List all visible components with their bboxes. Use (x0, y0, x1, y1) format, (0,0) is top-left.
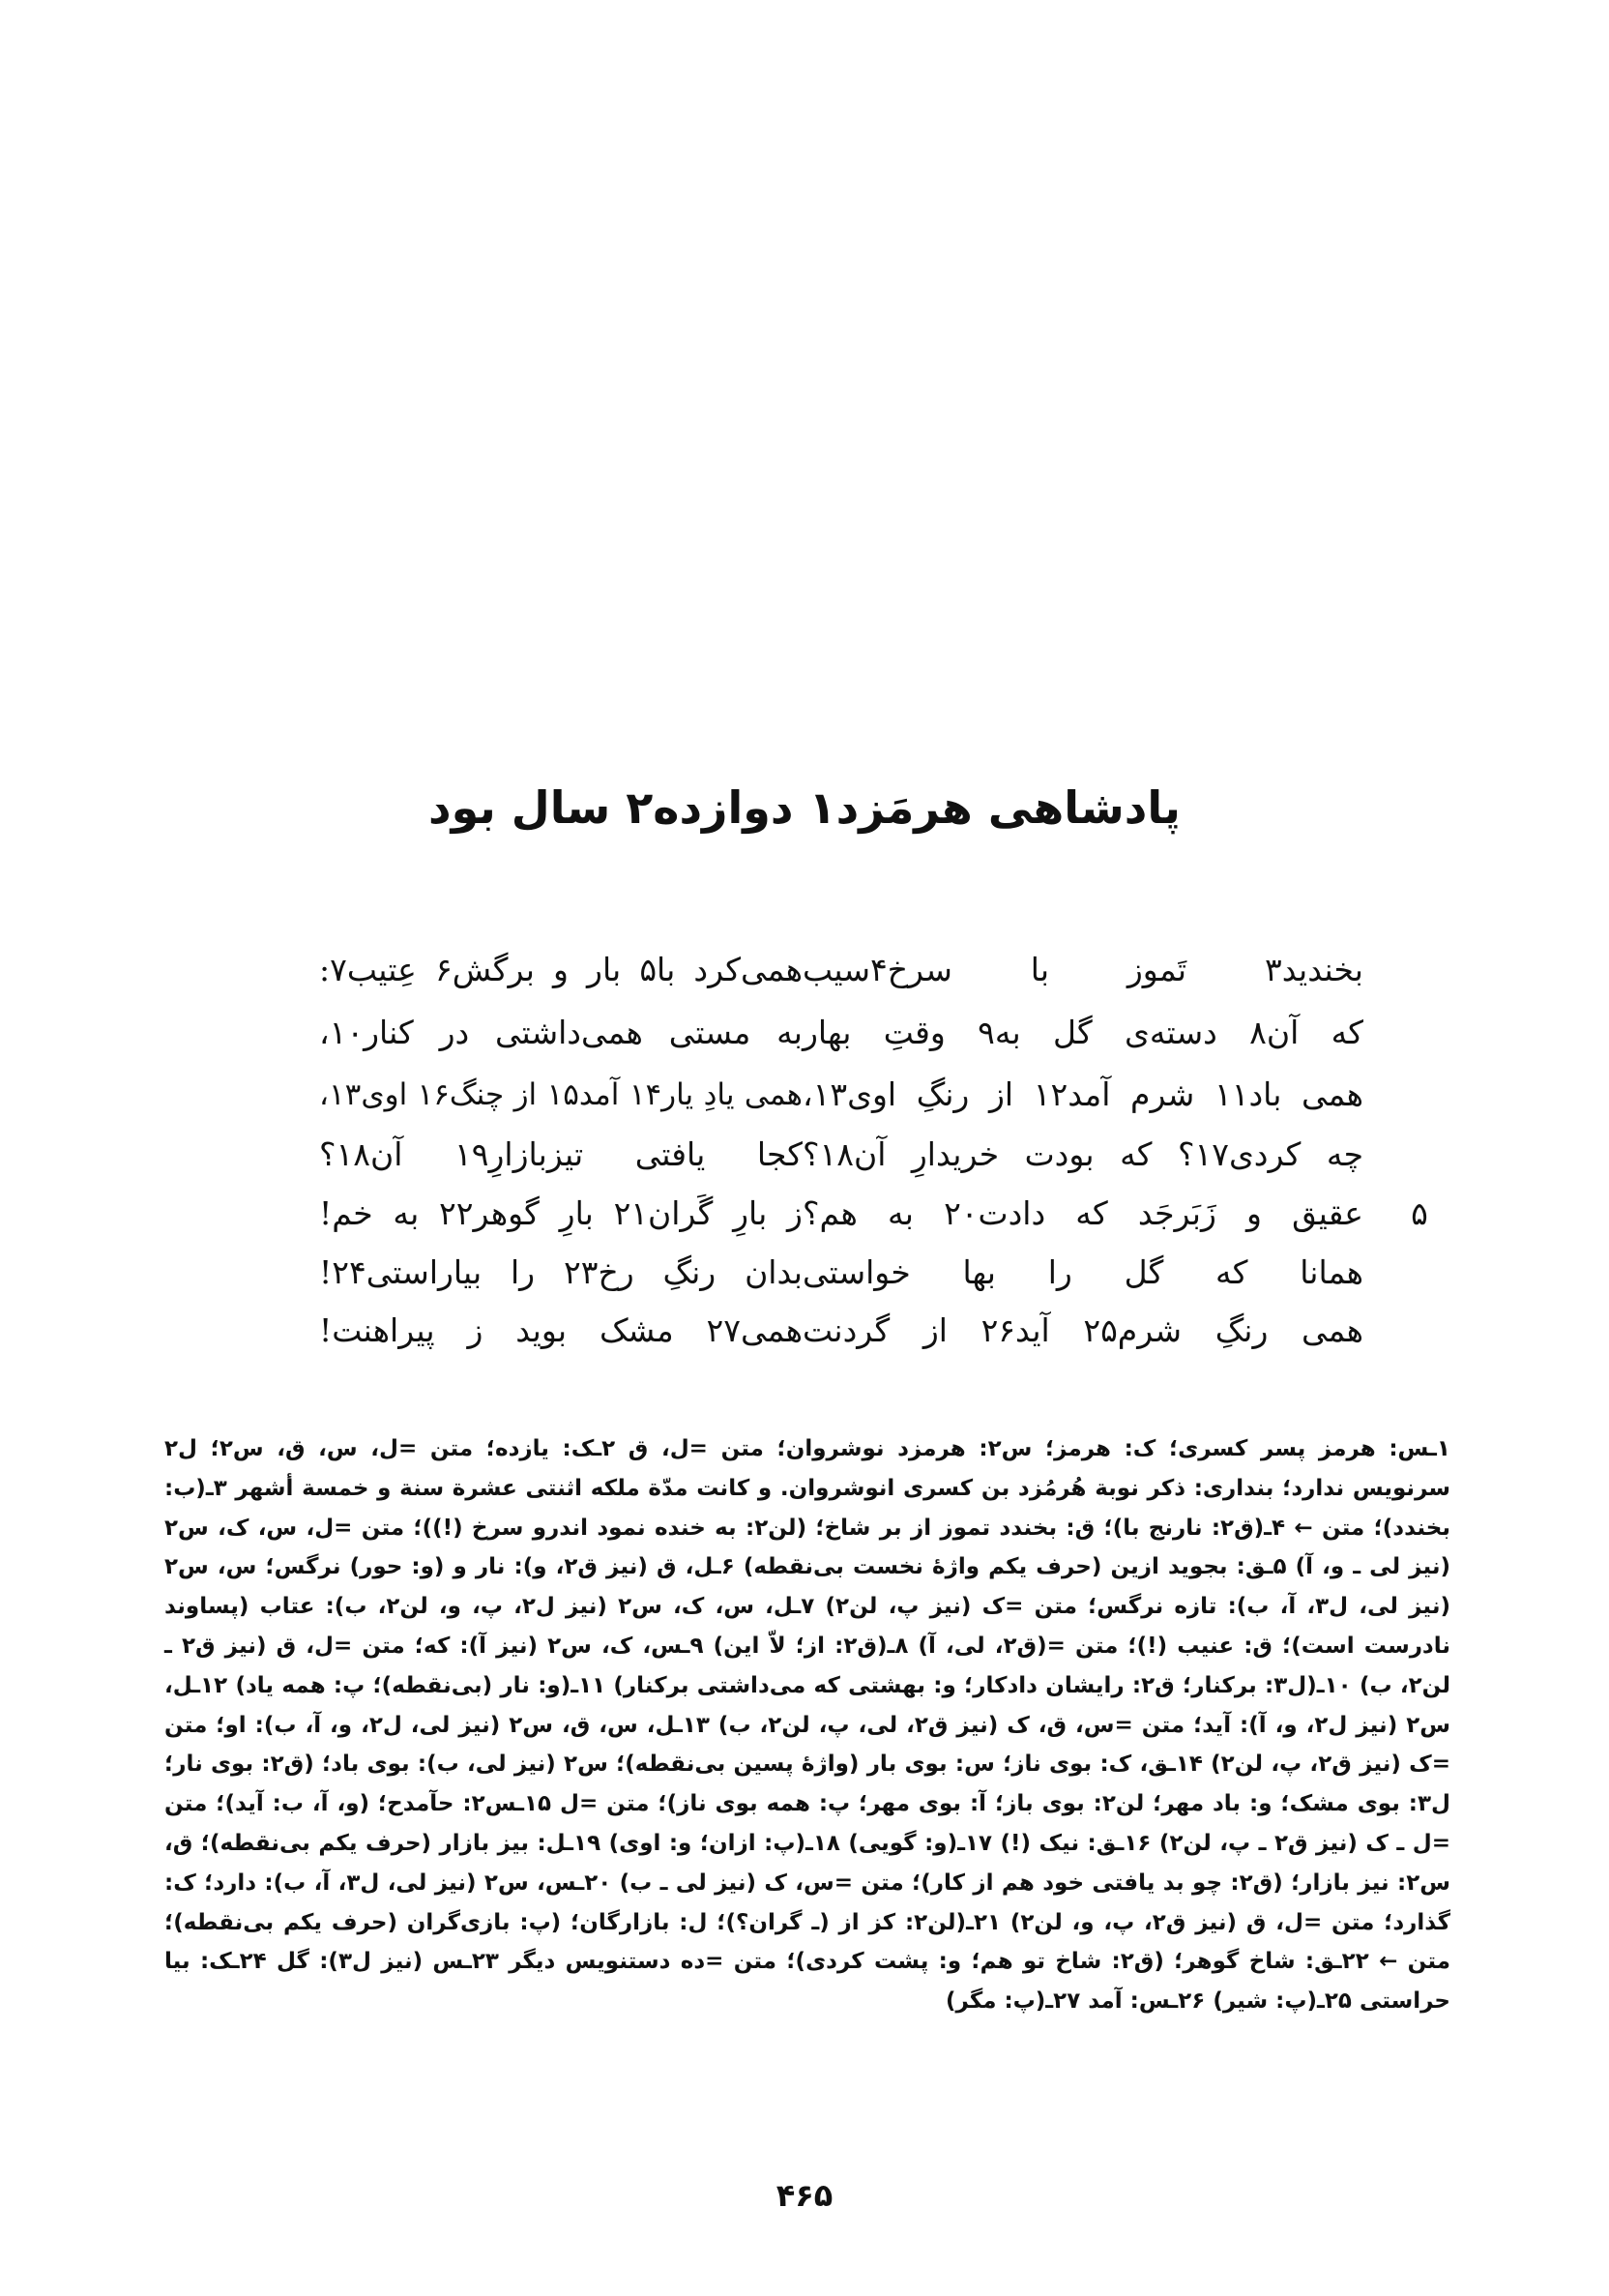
footnotes-text: ۱ـس: هرمز پسر کسری؛ ک: هرمز؛ س۲: هرمزد نوشروان؛ متن =ل، ق ۲ـک: یازده؛ متن =ل، س، ق، س۲؛ ل۲ سرنویس ندارد؛ بنداری: ذکر نوبة هُرمُزد بن کسری انوشروان. و کانت مدّة ملکه اثنتی عشرة سنة و خمسة أشهر ۳ـ(ب: بخندد)؛ متن ← ۴ـ(ق۲: نارنج با)؛ ق: بخندد تموز از بر شاخ؛ (لن۲: به خنده نمود اندرو سرخ (!))؛ متن =ل، س، ک، س۲ (نیز لی ـ و، آ) ۵ـق: بجوید ازین (حرف یکم واژهٔ نخست بی‌نقطه) ۶ـل، ق (نیز ق۲، و): نار و (و: حور) نرگس؛ س، س۲ (نیز لی، ل۳، آ، ب): تازه نرگس؛ متن =ک (نیز پ، لن۲) ۷ـل، س، ک، س۲ (نیز ل۲، پ، و، لن۲، ب): عتاب (پساوند نادرست است)؛ ق: عنیب (!)؛ متن =(ق۲، لی، آ) ۸ـ(ق۲: از؛ لاّ این) ۹ـس، ک، س۲ (نیز آ): که؛ متن =ل، ق (نیز ق۲ ـ لن۲، ب) ۱۰ـ(ل۳: برکنار؛ ق۲: رایشان دادکار؛ و: بهشتی که می‌داشتی برکنار) ۱۱ـ(و: نار (بی‌نقطه)؛ پ: همه یاد) ۱۲ـل، س۲ (نیز ل۲، و، آ): آید؛ متن =س، ق، ک (نیز ق۲، لی، پ، لن۲، ب) ۱۳ـل، س، ق، س۲ (نیز لی، ل۲، و، آ، ب): او؛ متن =ک (نیز ق۲، پ، لن۲) ۱۴ـق، ک: بوی ناز؛ س: بوی بار (واژهٔ پسین بی‌نقطه)؛ س۲ (نیز لی، ب): بوی باد؛ (ق۲: بوی نار؛ ل۳: بوی مشک؛ و: باد مهر؛ لن۲: بوی باز؛ آ: بوی مهر؛ پ: همه بوی ناز)؛ متن =ل ۱۵ـس۲: حآمدح؛ (و، آ، ب: آید)؛ متن =ل ـ ک (نیز ق۲ ـ پ، لن۲) ۱۶ـق: نیک (!) ۱۷ـ(و: گویی) ۱۸ـ(پ: ازان؛ و: اوی) ۱۹ـل: بیز بازار (حرف یکم بی‌نقطه)؛ ق، س۲: نیز بازار؛ (ق۲: چو بد یافتی خود هم از کار)؛ متن =س، ک (نیز لی ـ ب) ۲۰ـس، س۲ (نیز لی، ل۳، آ، ب): دارد؛ ک: گذارد؛ متن =ل، ق (نیز ق۲، پ، و، لن۲) ۲۱ـ(لن۲: کز از (ـ گران؟)؛ ل: بازارگان؛ (پ: بازی‌گران (حرف یکم بی‌نقطه)؛ متن ← ۲۲ـق: شاخ گوهر؛ (ق۲: شاخ تو هم؛ و: پشت کردی)؛ متن =ده دستنویس دیگر ۲۳ـس (نیز ل۳): گل ۲۴ـک: بیا حرا‌ستی ۲۵ـ(پ: شیر) ۲۶ـس: آمد ۲۷ـ(پ: مگر) (164, 1436, 1451, 2015)
verse-hemistich-left: همی‌کرد با۵ بار و برگش۶ عِتیب۷: (319, 951, 803, 988)
chapter-title: پادشاهی هرمَزد۱ دوازده۲ سال بود (428, 781, 1181, 834)
verse-hemistich-right: همی باد۱۱ شرم آمد۱۲ از رنگِ اوی۱۳، (803, 1075, 1364, 1113)
verse-hemistich-right: که آن۸ دسته‌ی گل به۹ وقتِ بهار (803, 1014, 1363, 1051)
verse-hemistich-left: همی۲۷ مشک بوید ز پیراهنت! (319, 1311, 803, 1349)
verse-hemistich-left: همی یادِ یار۱۴ آمد۱۵ از چنگ۱۶ اوی۱۳، (319, 1077, 803, 1112)
page-number: ۴۶۵ (775, 2177, 834, 2214)
verse-hemistich-left: کجا یافتی تیزبازارِ۱۹ آن۱۸؟ (319, 1135, 803, 1173)
verse-number: ۵ (1411, 1194, 1428, 1232)
verse-hemistich-right: همانا که گل را بها خواستی (803, 1253, 1363, 1291)
verse-hemistich-right: همی رنگِ شرم۲۵ آید۲۶ از گردنت (803, 1311, 1363, 1349)
verse-hemistich-right: بخندید۳ تَموز با سرخ۴سیب (803, 951, 1363, 988)
verse-hemistich-left: ز بارِ گَران۲۱ بارِ گوهر۲۲ به خم! (319, 1194, 803, 1232)
footnotes (164, 1429, 1450, 2021)
verse-hemistich-left: بدان رنگِ رخ۲۳ را بیاراستی۲۴! (319, 1253, 803, 1291)
verse-hemistich-right: چه کردی۱۷؟ که بودت خریدارِ آن۱۸؟ (803, 1135, 1363, 1173)
verse-hemistich-right: عقیق و زَبَرجَد که دادت۲۰ به هم؟ (803, 1194, 1363, 1232)
verse-hemistich-left: به مستی همی‌داشتی در کنار۱۰، (319, 1014, 803, 1051)
